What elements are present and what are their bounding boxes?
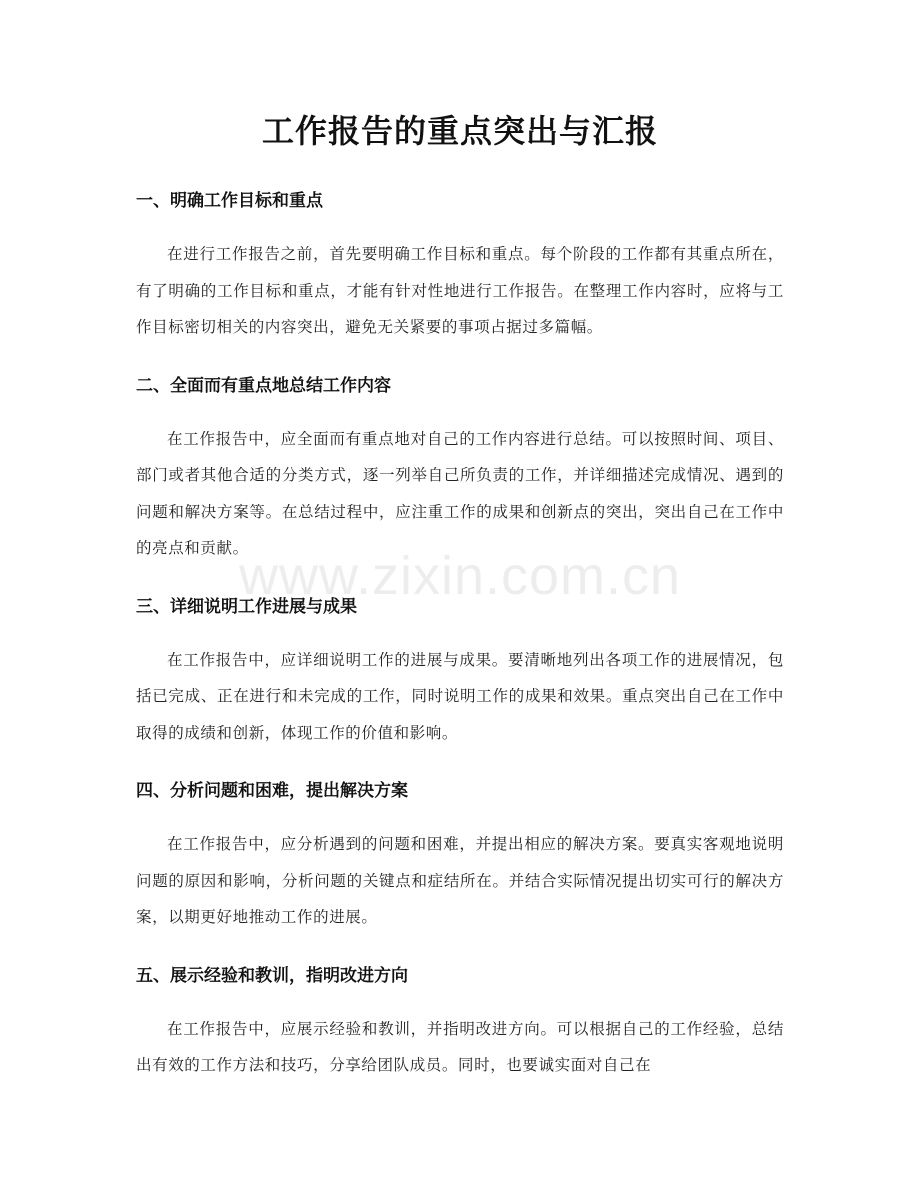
section-paragraph: 在工作报告中，应展示经验和教训，并指明改进方向。可以根据自己的工作经验，总结出有效的工作方法和技巧，分享给团队成员。同时，也要诚实面对自己在 bbox=[136, 1019, 784, 1074]
section-5 bbox=[136, 953, 784, 1084]
section-paragraph: 在工作报告中，应详细说明工作的进展与成果。要清晰地列出各项工作的进展情况，包括已完成、正在进行和未完成的工作，同时说明工作的成果和效果。重点突出自己在工作中取得的成绩和创新，体现工作的价值和影响。 bbox=[136, 650, 784, 742]
section-heading: 三、详细说明工作进展与成果 bbox=[136, 596, 357, 617]
section-2 bbox=[136, 363, 784, 567]
section-paragraph: 在工作报告中，应全面而有重点地对自己的工作内容进行总结。可以按照时间、项目、部门或者其他合适的分类方式，逐一列举自己所负责的工作，并详细描述完成情况、遇到的问题和解决方案等。在总结过程中，应注重工作的成果和创新点的突出，突出自己在工作中的亮点和贡献。 bbox=[136, 429, 784, 557]
section-paragraph: 在进行工作报告之前，首先要明确工作目标和重点。每个阶段的工作都有其重点所在，有了明确的工作目标和重点，才能有针对性地进行工作报告。在整理工作内容时，应将与工作目标密切相关的内容突出，避免无关紧要的事项占据过多篇幅。 bbox=[136, 245, 784, 336]
section-paragraph: 在工作报告中，应分析遇到的问题和困难，并提出相应的解决方案。要真实客观地说明问题的原因和影响，分析问题的关键点和症结所在。并结合实际情况提出切实可行的解决方案，以期更好地推动工作的进展。 bbox=[136, 835, 784, 926]
watermark: www.zixin.com.cn bbox=[238, 546, 682, 606]
section-1 bbox=[136, 178, 784, 346]
section-heading: 五、展示经验和教训，指明改进方向 bbox=[136, 965, 408, 986]
document-title: 工作报告的重点突出与汇报 bbox=[261, 112, 658, 150]
section-3 bbox=[136, 584, 784, 752]
section-heading: 四、分析问题和困难，提出解决方案 bbox=[136, 781, 408, 801]
section-heading: 一、明确工作目标和重点 bbox=[136, 191, 323, 211]
document-body bbox=[136, 178, 784, 1101]
section-heading: 二、全面而有重点地总结工作内容 bbox=[136, 375, 391, 396]
section-4 bbox=[136, 768, 784, 936]
